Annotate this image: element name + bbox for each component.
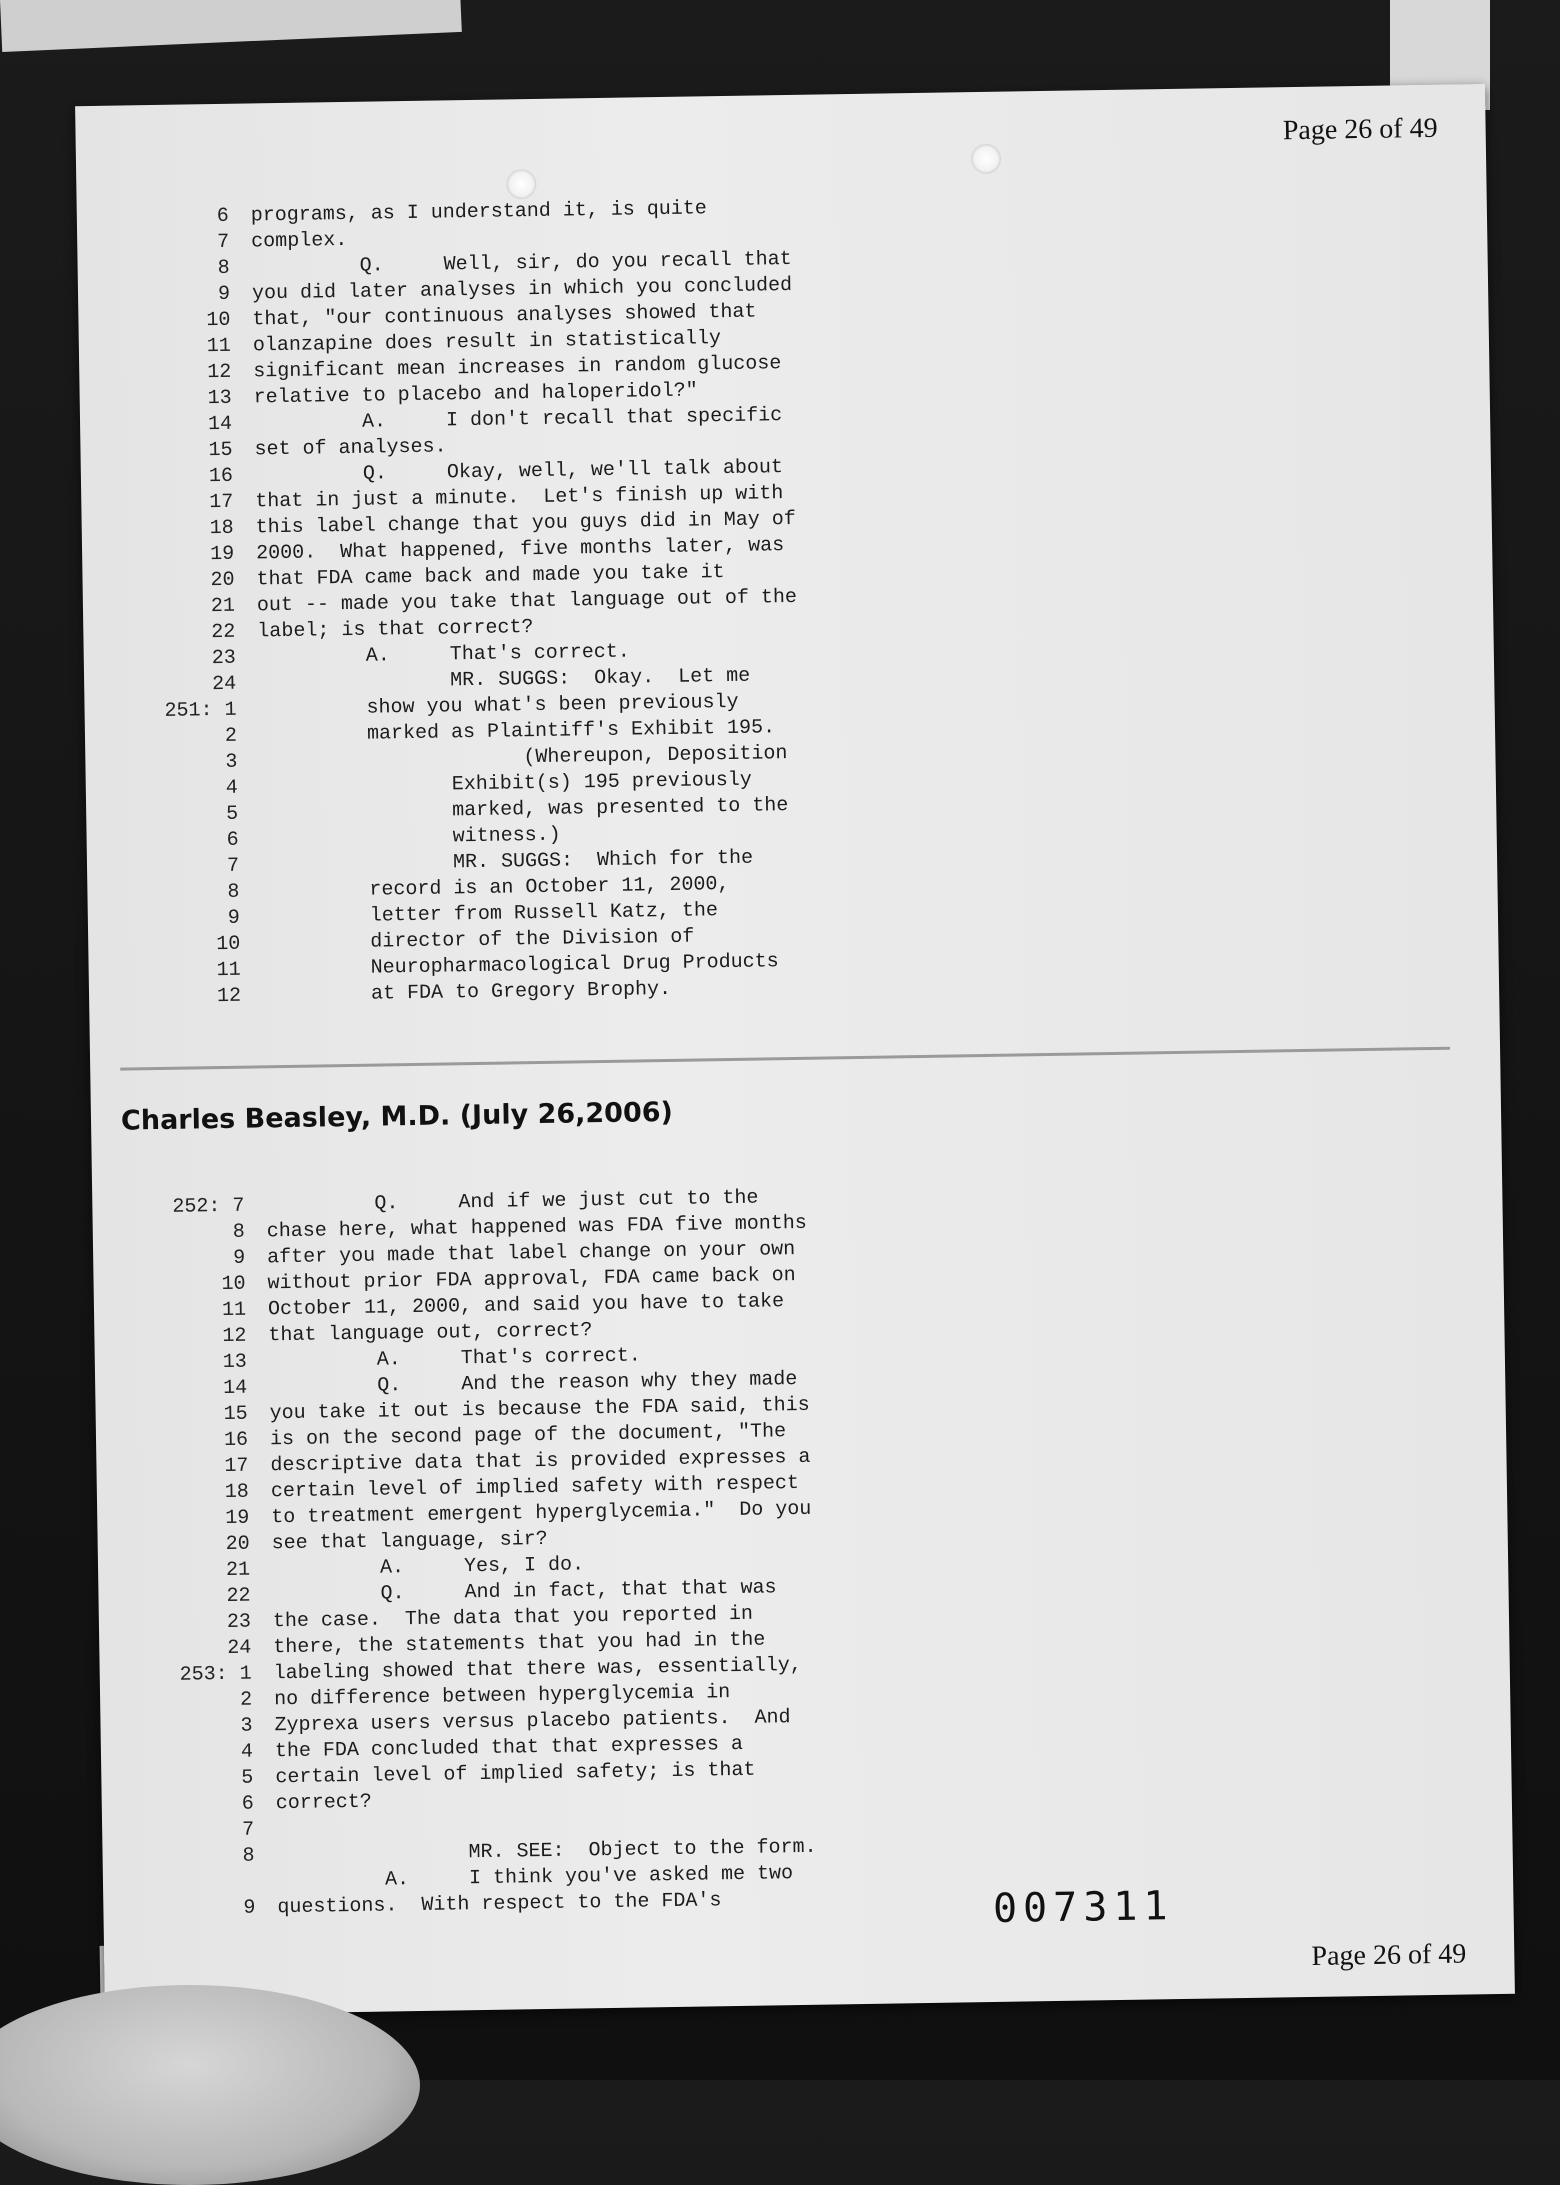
line-text: that in just a minute. Let's finish up with bbox=[255, 482, 783, 513]
line-number: 11 bbox=[118, 958, 240, 986]
transcript-excerpt-2 bbox=[122, 1185, 817, 1924]
line-text: this label change that you guys did in May of bbox=[256, 508, 796, 539]
line-text: out -- made you take that language out of the bbox=[257, 586, 797, 617]
transcript-excerpt-1 bbox=[107, 195, 804, 1012]
line-number: 20 bbox=[112, 568, 234, 596]
line-number: 6 bbox=[116, 828, 238, 856]
line-text: MR. SUGGS: Okay. Let me bbox=[258, 665, 750, 696]
line-text: label; is that correct? bbox=[257, 616, 533, 643]
line-text: that, "our continuous analyses showed that bbox=[252, 301, 756, 332]
line-number: 10 bbox=[123, 1272, 245, 1300]
line-number: 9 bbox=[118, 906, 240, 934]
line-text: is on the second page of the document, "The bbox=[270, 1420, 786, 1451]
bates-number: 007311 bbox=[993, 1883, 1174, 1932]
line-number: 7 bbox=[107, 230, 229, 258]
line-text: A. I think you've asked me two bbox=[277, 1862, 793, 1893]
line-text: Q. Okay, well, we'll talk about bbox=[255, 456, 783, 487]
line-number: 22 bbox=[128, 1584, 250, 1612]
line-number: 251: 1 bbox=[114, 698, 236, 726]
line-number: 18 bbox=[127, 1480, 249, 1508]
line-text: record is an October 11, 2000, bbox=[261, 873, 729, 903]
transcript-page bbox=[75, 84, 1515, 2016]
line-number: 8 bbox=[117, 880, 239, 908]
line-number: 3 bbox=[115, 750, 237, 778]
line-number: 21 bbox=[113, 594, 235, 622]
line-text: at FDA to Gregory Brophy. bbox=[263, 978, 671, 1007]
line-text: chase here, what happened was FDA five months bbox=[267, 1212, 807, 1243]
line-text: Q. And the reason why they made bbox=[269, 1368, 797, 1399]
line-text: significant mean increases in random glucose bbox=[253, 352, 781, 383]
line-text: marked, was presented to the bbox=[260, 794, 788, 825]
line-text: marked as Plaintiff's Exhibit 195. bbox=[259, 716, 775, 747]
page-number-top: Page 26 of 49 bbox=[1283, 113, 1438, 147]
line-number: 15 bbox=[110, 438, 232, 466]
line-text: director of the Division of bbox=[262, 926, 694, 956]
punch-hole-left bbox=[506, 169, 536, 199]
line-number: 24 bbox=[129, 1636, 251, 1664]
line-number: 4 bbox=[116, 776, 238, 804]
line-number: 2 bbox=[115, 724, 237, 752]
line-number: 12 bbox=[124, 1324, 246, 1352]
line-number: 14 bbox=[110, 412, 232, 440]
page-number-bottom: Page 26 of 49 bbox=[1311, 1939, 1466, 1973]
line-number: 17 bbox=[111, 490, 233, 518]
line-number: 4 bbox=[131, 1740, 253, 1768]
line-number: 9 bbox=[108, 282, 230, 310]
line-text: olanzapine does result in statistically bbox=[253, 327, 721, 357]
line-text: without prior FDA approval, FDA came back on bbox=[267, 1264, 795, 1295]
line-text: complex. bbox=[251, 229, 347, 254]
line-text: A. That's correct. bbox=[258, 641, 630, 670]
line-text: letter from Russell Katz, the bbox=[262, 899, 718, 929]
line-number: 11 bbox=[109, 334, 231, 362]
line-text: descriptive data that is provided expresses a bbox=[270, 1446, 810, 1477]
line-text: Q. And in fact, that that was bbox=[272, 1576, 776, 1607]
line-number: 8 bbox=[123, 1220, 245, 1248]
line-number: 18 bbox=[112, 516, 234, 544]
line-number: 19 bbox=[112, 542, 234, 570]
line-text: no difference between hyperglycemia in bbox=[274, 1681, 730, 1711]
line-text: questions. With respect to the FDA's bbox=[277, 1889, 721, 1919]
line-text: Zyprexa users versus placebo patients. And bbox=[274, 1706, 790, 1737]
line-number: 19 bbox=[127, 1506, 249, 1534]
line-text: that language out, correct? bbox=[268, 1319, 592, 1347]
line-number: 20 bbox=[128, 1532, 250, 1560]
line-text: the case. The data that you reported in bbox=[273, 1603, 753, 1634]
line-text: see that language, sir? bbox=[272, 1528, 548, 1555]
desk-object bbox=[0, 1985, 420, 2185]
line-text: Q. Well, sir, do you recall that bbox=[251, 248, 791, 279]
line-number: 11 bbox=[124, 1298, 246, 1326]
line-number: 13 bbox=[125, 1350, 247, 1378]
line-text: witness.) bbox=[260, 824, 560, 852]
line-number: 23 bbox=[114, 646, 236, 674]
section-divider bbox=[120, 1047, 1450, 1071]
punch-hole-right bbox=[971, 144, 1001, 174]
line-number: 9 bbox=[123, 1246, 245, 1274]
line-number: 24 bbox=[114, 672, 236, 700]
line-number: 253: 1 bbox=[130, 1662, 252, 1690]
line-number: 5 bbox=[131, 1766, 253, 1794]
line-number: 6 bbox=[132, 1792, 254, 1820]
line-number: 14 bbox=[125, 1376, 247, 1404]
line-text: Exhibit(s) 195 previously bbox=[260, 769, 752, 800]
line-text: A. That's correct. bbox=[269, 1344, 641, 1373]
line-number: 17 bbox=[126, 1454, 248, 1482]
line-text: the FDA concluded that that expresses a bbox=[275, 1733, 743, 1763]
line-number: 21 bbox=[128, 1558, 250, 1586]
line-number: 22 bbox=[113, 620, 235, 648]
line-number: 5 bbox=[116, 802, 238, 830]
line-number: 12 bbox=[109, 360, 231, 388]
line-number: 10 bbox=[118, 932, 240, 960]
line-text: programs, as I understand it, is quite bbox=[251, 197, 707, 227]
line-number: 6 bbox=[107, 204, 229, 232]
witness-heading: Charles Beasley, M.D. (July 26,2006) bbox=[121, 1097, 673, 1137]
line-text: MR. SEE: Object to the form. bbox=[276, 1836, 816, 1867]
line-text: after you made that label change on your own bbox=[267, 1238, 795, 1269]
line-text: October 11, 2000, and said you have to take bbox=[268, 1290, 784, 1321]
line-text: labeling showed that there was, essentially, bbox=[274, 1654, 802, 1685]
line-text: certain level of implied safety with respect bbox=[271, 1472, 799, 1503]
line-text: A. Yes, I do. bbox=[272, 1553, 584, 1581]
line-number: 8 bbox=[132, 1844, 254, 1872]
line-number: 15 bbox=[125, 1402, 247, 1430]
line-number: 3 bbox=[130, 1714, 252, 1742]
line-number: 12 bbox=[119, 984, 241, 1012]
line-text: 2000. What happened, five months later, was bbox=[256, 534, 784, 565]
line-number: 9 bbox=[133, 1896, 255, 1924]
line-number: 252: 7 bbox=[122, 1194, 244, 1222]
line-text: correct? bbox=[276, 1791, 372, 1816]
line-text: that FDA came back and made you take it bbox=[256, 561, 724, 591]
line-number: 16 bbox=[111, 464, 233, 492]
line-text: MR. SUGGS: Which for the bbox=[261, 847, 753, 878]
line-number: 13 bbox=[110, 386, 232, 414]
line-text: Neuropharmacological Drug Products bbox=[262, 950, 778, 981]
line-number: 7 bbox=[132, 1818, 254, 1846]
line-number: 7 bbox=[117, 854, 239, 882]
line-text: (Whereupon, Deposition bbox=[259, 742, 787, 773]
line-text: to treatment emergent hyperglycemia." Do you bbox=[271, 1498, 811, 1529]
line-number: 23 bbox=[129, 1610, 251, 1638]
line-number: 8 bbox=[107, 256, 229, 284]
line-text: you take it out is because the FDA said, this bbox=[269, 1394, 809, 1425]
line-text: set of analyses. bbox=[254, 435, 446, 461]
line-text: you did later analyses in which you concluded bbox=[252, 274, 792, 305]
line-text: certain level of implied safety; is that bbox=[275, 1759, 755, 1790]
line-number: 16 bbox=[126, 1428, 248, 1456]
line-text: there, the statements that you had in the bbox=[273, 1629, 765, 1660]
line-text: Q. And if we just cut to the bbox=[266, 1187, 758, 1218]
line-text: relative to placebo and haloperidol?" bbox=[254, 379, 698, 409]
line-text: show you what's been previously bbox=[258, 691, 738, 722]
line-number bbox=[133, 1887, 255, 1889]
line-number: 2 bbox=[130, 1688, 252, 1716]
line-text: A. I don't recall that specific bbox=[254, 404, 782, 435]
line-number: 10 bbox=[108, 308, 230, 336]
background-paper-sheet bbox=[0, 0, 462, 52]
